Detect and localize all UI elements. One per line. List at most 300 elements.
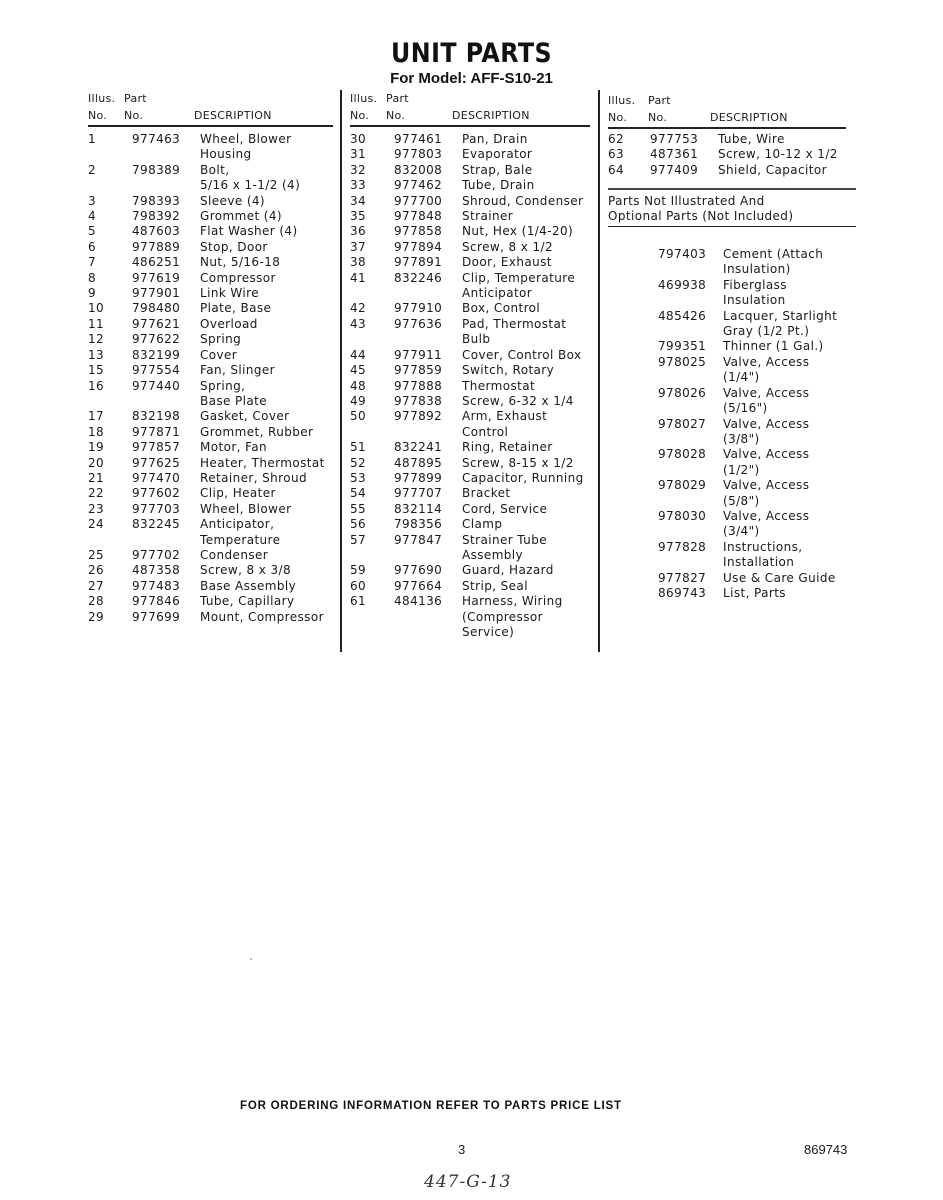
part-description: Screw, 8 x 1/2 bbox=[462, 239, 553, 254]
part-number: 977700 bbox=[394, 193, 443, 208]
part-description: List, Parts bbox=[723, 585, 786, 600]
part-number: 977846 bbox=[132, 594, 181, 609]
illus-number: 22 bbox=[88, 486, 105, 501]
illus-number: 63 bbox=[608, 147, 625, 162]
part-number: 977554 bbox=[132, 363, 181, 378]
parts-row bbox=[608, 447, 856, 478]
part-number: 832008 bbox=[394, 162, 443, 177]
part-number: 487895 bbox=[394, 455, 443, 470]
parts-row bbox=[608, 509, 856, 540]
illus-number: 15 bbox=[88, 363, 105, 378]
header-rule bbox=[88, 125, 333, 127]
parts-row bbox=[608, 355, 856, 386]
parts-column-2 bbox=[350, 92, 590, 640]
part-description: Plate, Base bbox=[200, 301, 272, 316]
illus-number: 55 bbox=[350, 501, 367, 516]
part-number: 832199 bbox=[132, 347, 181, 362]
part-description: Nut, 5/16-18 bbox=[200, 255, 281, 270]
illus-number: 16 bbox=[88, 378, 105, 393]
part-description: Motor, Fan bbox=[200, 440, 268, 455]
parts-row bbox=[88, 409, 343, 424]
ordering-note: FOR ORDERING INFORMATION REFER TO PARTS PRICE LIST bbox=[240, 1100, 622, 1112]
part-number: 978025 bbox=[658, 354, 707, 369]
illus-number: 27 bbox=[88, 578, 105, 593]
parts-row bbox=[88, 610, 343, 625]
part-number: 798389 bbox=[132, 162, 181, 177]
illus-number: 6 bbox=[88, 239, 97, 254]
illus-number: 43 bbox=[350, 316, 367, 331]
part-description: Cement (Attach Insulation) bbox=[723, 247, 824, 277]
parts-list bbox=[88, 132, 343, 625]
illus-number: 3 bbox=[88, 193, 97, 208]
part-number: 977702 bbox=[132, 547, 181, 562]
parts-row bbox=[88, 209, 343, 224]
parts-list bbox=[608, 132, 856, 178]
illus-number: 5 bbox=[88, 224, 97, 239]
part-description: Instructions, Installation bbox=[723, 539, 803, 570]
part-description: Fan, Slinger bbox=[200, 363, 276, 378]
part-description: Clamp bbox=[462, 517, 503, 532]
part-number: 977889 bbox=[132, 239, 181, 254]
part-number: 869743 bbox=[658, 585, 707, 600]
illus-number: 7 bbox=[88, 255, 97, 270]
illus-number: 21 bbox=[88, 470, 105, 485]
header-part: Part bbox=[124, 92, 147, 105]
illus-number: 4 bbox=[88, 209, 97, 224]
illus-number: 31 bbox=[350, 147, 367, 162]
header-part: Part bbox=[386, 92, 409, 105]
parts-list bbox=[350, 132, 590, 640]
illus-number bbox=[608, 447, 658, 478]
part-description: Mount, Compressor bbox=[200, 609, 324, 624]
header-illus-no: No. bbox=[350, 109, 370, 122]
parts-row bbox=[350, 209, 590, 224]
parts-row bbox=[88, 548, 343, 563]
part-description: Strainer Tube Assembly bbox=[462, 532, 547, 562]
parts-row bbox=[88, 486, 343, 501]
parts-row bbox=[350, 271, 590, 302]
parts-row bbox=[88, 440, 343, 455]
part-description: Fiberglass Insulation bbox=[723, 277, 787, 308]
parts-row bbox=[88, 579, 343, 594]
part-description: Clip, Temperature Anticipator bbox=[462, 270, 576, 301]
parts-row bbox=[88, 332, 343, 347]
part-description: Shroud, Condenser bbox=[462, 193, 584, 208]
part-description: Screw, 10-12 x 1/2 bbox=[718, 147, 838, 162]
illus-number bbox=[608, 386, 658, 417]
part-number: 977440 bbox=[132, 378, 181, 393]
part-description: Use & Care Guide bbox=[723, 570, 836, 585]
parts-row bbox=[350, 533, 590, 564]
parts-column-1 bbox=[88, 92, 343, 625]
parts-row bbox=[608, 132, 856, 147]
column-header bbox=[88, 92, 343, 128]
part-description: Grommet, Rubber bbox=[200, 424, 314, 439]
illus-number: 12 bbox=[88, 332, 105, 347]
parts-row bbox=[350, 301, 590, 316]
part-description: Gasket, Cover bbox=[200, 409, 290, 424]
part-description: Screw, 8 x 3/8 bbox=[200, 563, 291, 578]
illus-number: 53 bbox=[350, 470, 367, 485]
part-description: Nut, Hex (1/4-20) bbox=[462, 224, 574, 239]
header-illus-no: No. bbox=[88, 109, 108, 122]
illus-number: 49 bbox=[350, 393, 367, 408]
part-number: 977462 bbox=[394, 178, 443, 193]
parts-row bbox=[88, 471, 343, 486]
illus-number: 59 bbox=[350, 563, 367, 578]
part-description: Lacquer, Starlight Gray (1/2 Pt.) bbox=[723, 308, 838, 339]
part-number: 978029 bbox=[658, 478, 707, 493]
illus-number: 1 bbox=[88, 132, 97, 146]
parts-row bbox=[88, 348, 343, 363]
part-description: Strip, Seal bbox=[462, 578, 528, 593]
parts-row bbox=[608, 339, 856, 354]
part-description: Clip, Heater bbox=[200, 486, 276, 501]
part-number: 469938 bbox=[658, 277, 707, 292]
illus-number: 52 bbox=[350, 455, 367, 470]
header-illus: Illus. bbox=[88, 92, 116, 105]
header-part-no: No. bbox=[124, 109, 144, 122]
parts-row bbox=[350, 594, 590, 640]
parts-row bbox=[608, 540, 856, 571]
part-number: 978030 bbox=[658, 508, 707, 523]
part-number: 832241 bbox=[394, 440, 443, 455]
parts-row bbox=[350, 379, 590, 394]
illus-number bbox=[608, 540, 658, 571]
part-number: 977619 bbox=[132, 270, 181, 285]
illus-number: 34 bbox=[350, 193, 367, 208]
part-number: 977899 bbox=[394, 470, 443, 485]
parts-row bbox=[350, 563, 590, 578]
parts-row bbox=[350, 348, 590, 363]
document-number: 869743 bbox=[804, 1142, 848, 1157]
part-number: 486251 bbox=[132, 255, 181, 270]
part-description: Cord, Service bbox=[462, 501, 548, 516]
header-part-no: No. bbox=[386, 109, 406, 122]
column-divider bbox=[598, 90, 600, 652]
header-illus: Illus. bbox=[608, 94, 636, 107]
illus-number bbox=[608, 247, 658, 278]
parts-row bbox=[88, 224, 343, 239]
illus-number: 45 bbox=[350, 363, 367, 378]
illus-number: 60 bbox=[350, 578, 367, 593]
header-part-no: No. bbox=[648, 111, 668, 124]
part-number: 977483 bbox=[132, 578, 181, 593]
part-number: 977847 bbox=[394, 532, 443, 547]
part-number: 798393 bbox=[132, 193, 181, 208]
section-rule bbox=[608, 226, 856, 228]
parts-row bbox=[88, 517, 343, 548]
illus-number: 62 bbox=[608, 132, 625, 146]
part-number: 977859 bbox=[394, 363, 443, 378]
illus-number: 54 bbox=[350, 486, 367, 501]
illus-number bbox=[608, 586, 658, 601]
illus-number bbox=[608, 309, 658, 340]
part-number: 977803 bbox=[394, 147, 443, 162]
part-number: 977827 bbox=[658, 570, 707, 585]
parts-row bbox=[350, 132, 590, 147]
illus-number: 20 bbox=[88, 455, 105, 470]
part-number: 977409 bbox=[650, 162, 699, 177]
part-number: 977858 bbox=[394, 224, 443, 239]
part-number: 977894 bbox=[394, 239, 443, 254]
illus-number bbox=[608, 339, 658, 354]
part-number: 832245 bbox=[132, 517, 181, 532]
part-description: Tube, Capillary bbox=[200, 594, 295, 609]
parts-row bbox=[350, 240, 590, 255]
illus-number: 28 bbox=[88, 594, 105, 609]
part-description: Strainer bbox=[462, 209, 514, 224]
illus-number: 25 bbox=[88, 547, 105, 562]
part-number: 832198 bbox=[132, 409, 181, 424]
parts-row bbox=[88, 363, 343, 378]
part-number: 977871 bbox=[132, 424, 181, 439]
part-number: 977911 bbox=[394, 347, 443, 362]
parts-row bbox=[608, 147, 856, 162]
part-number: 977910 bbox=[394, 301, 443, 316]
part-number: 977891 bbox=[394, 255, 443, 270]
part-description: Valve, Access (5/8") bbox=[723, 478, 810, 508]
page-number: 3 bbox=[458, 1142, 466, 1157]
header-rule bbox=[608, 127, 846, 129]
part-number: 977753 bbox=[650, 132, 699, 146]
part-description: Guard, Hazard bbox=[462, 563, 554, 578]
part-number: 487358 bbox=[132, 563, 181, 578]
section-rule bbox=[608, 188, 856, 190]
illus-number: 57 bbox=[350, 532, 367, 547]
illus-number bbox=[608, 571, 658, 586]
header-illus-no: No. bbox=[608, 111, 628, 124]
parts-row bbox=[608, 417, 856, 448]
part-number: 487361 bbox=[650, 147, 699, 162]
illus-number bbox=[608, 417, 658, 448]
part-number: 977664 bbox=[394, 578, 443, 593]
part-description: Valve, Access (3/8") bbox=[723, 416, 810, 446]
parts-row bbox=[608, 571, 856, 586]
not-illustrated-title: Parts Not Illustrated And Optional Parts (Not Included) bbox=[608, 193, 794, 224]
illus-number: 48 bbox=[350, 378, 367, 393]
part-description: Heater, Thermostat bbox=[200, 455, 325, 470]
part-description: Shield, Capacitor bbox=[718, 162, 827, 177]
part-number: 977463 bbox=[132, 132, 181, 146]
column-header bbox=[350, 92, 590, 128]
parts-row bbox=[350, 178, 590, 193]
illus-number: 32 bbox=[350, 162, 367, 177]
part-number: 487603 bbox=[132, 224, 181, 239]
part-number: 799351 bbox=[658, 339, 707, 354]
part-description: Harness, Wiring (Compressor Service) bbox=[462, 594, 563, 639]
part-description: Evaporator bbox=[462, 147, 533, 162]
parts-row bbox=[88, 456, 343, 471]
illus-number: 24 bbox=[88, 517, 105, 532]
part-number: 977636 bbox=[394, 316, 443, 331]
parts-row bbox=[88, 379, 343, 410]
parts-row bbox=[350, 394, 590, 409]
part-description: Grommet (4) bbox=[200, 209, 282, 224]
part-number: 977602 bbox=[132, 486, 181, 501]
parts-row bbox=[88, 594, 343, 609]
part-number: 977622 bbox=[132, 332, 181, 347]
illus-number: 36 bbox=[350, 224, 367, 239]
part-description: Valve, Access (3/4") bbox=[723, 508, 810, 539]
part-description: Thinner (1 Gal.) bbox=[723, 339, 824, 354]
part-description: Stop, Door bbox=[200, 239, 268, 254]
parts-row bbox=[350, 147, 590, 162]
header-part: Part bbox=[648, 94, 671, 107]
part-description: Retainer, Shroud bbox=[200, 470, 307, 485]
parts-row bbox=[88, 132, 343, 163]
part-description: Arm, Exhaust Control bbox=[462, 409, 548, 439]
part-description: Anticipator, Temperature bbox=[200, 517, 281, 547]
part-description: Valve, Access (1/2") bbox=[723, 447, 810, 477]
illus-number: 26 bbox=[88, 563, 105, 578]
parts-row bbox=[608, 586, 856, 601]
part-number: 977699 bbox=[132, 609, 181, 624]
part-description: Strap, Bale bbox=[462, 162, 533, 177]
part-number: 977690 bbox=[394, 563, 443, 578]
part-description: Thermostat bbox=[462, 378, 536, 393]
parts-row bbox=[88, 194, 343, 209]
illus-number: 38 bbox=[350, 255, 367, 270]
parts-row bbox=[608, 478, 856, 509]
handwritten-note: 447-G-13 bbox=[424, 1172, 512, 1192]
part-number: 798356 bbox=[394, 517, 443, 532]
column-header bbox=[608, 94, 856, 130]
part-description: Tube, Wire bbox=[718, 132, 785, 146]
illus-number: 41 bbox=[350, 270, 367, 285]
part-description: Condenser bbox=[200, 547, 269, 562]
illus-number: 8 bbox=[88, 270, 97, 285]
parts-row bbox=[350, 255, 590, 270]
part-description: Spring, Base Plate bbox=[200, 378, 268, 408]
part-number: 978028 bbox=[658, 447, 707, 462]
parts-row bbox=[350, 517, 590, 532]
illus-number: 56 bbox=[350, 517, 367, 532]
parts-row bbox=[350, 471, 590, 486]
illus-number: 11 bbox=[88, 316, 105, 331]
part-description: Screw, 8-15 x 1/2 bbox=[462, 455, 574, 470]
parts-row bbox=[88, 271, 343, 286]
illus-number: 61 bbox=[350, 594, 367, 609]
illus-number: 10 bbox=[88, 301, 105, 316]
part-number: 977703 bbox=[132, 501, 181, 516]
part-description: Box, Control bbox=[462, 301, 541, 316]
parts-row bbox=[350, 317, 590, 348]
part-number: 798392 bbox=[132, 209, 181, 224]
illus-number: 19 bbox=[88, 440, 105, 455]
parts-column-3 bbox=[608, 92, 856, 601]
part-description: Flat Washer (4) bbox=[200, 224, 298, 239]
parts-row bbox=[608, 309, 856, 340]
part-number: 797403 bbox=[658, 247, 707, 262]
part-number: 977838 bbox=[394, 393, 443, 408]
part-description: Cover, Control Box bbox=[462, 347, 582, 362]
part-number: 977625 bbox=[132, 455, 181, 470]
parts-row bbox=[608, 386, 856, 417]
header-description: DESCRIPTION bbox=[710, 111, 788, 124]
header-illus: Illus. bbox=[350, 92, 378, 105]
parts-row bbox=[88, 563, 343, 578]
part-description: Sleeve (4) bbox=[200, 193, 266, 208]
illus-number: 9 bbox=[88, 286, 97, 301]
not-illustrated-list bbox=[608, 247, 856, 601]
header-description: DESCRIPTION bbox=[452, 109, 530, 122]
illus-number: 37 bbox=[350, 239, 367, 254]
part-number: 977848 bbox=[394, 209, 443, 224]
illus-number bbox=[608, 278, 658, 309]
parts-row bbox=[88, 301, 343, 316]
part-number: 977707 bbox=[394, 486, 443, 501]
part-number: 977857 bbox=[132, 440, 181, 455]
part-description: Capacitor, Running bbox=[462, 470, 584, 485]
parts-row bbox=[350, 163, 590, 178]
parts-row bbox=[88, 286, 343, 301]
parts-row bbox=[350, 363, 590, 378]
parts-row bbox=[350, 502, 590, 517]
parts-row bbox=[350, 440, 590, 455]
part-number: 484136 bbox=[394, 594, 443, 609]
part-description: Wheel, Blower bbox=[200, 501, 292, 516]
header-rule bbox=[350, 125, 590, 127]
part-description: Tube, Drain bbox=[462, 178, 535, 193]
illus-number: 50 bbox=[350, 409, 367, 424]
illus-number: 51 bbox=[350, 440, 367, 455]
part-number: 977888 bbox=[394, 378, 443, 393]
part-number: 977892 bbox=[394, 409, 443, 424]
illus-number bbox=[608, 509, 658, 540]
part-number: 798480 bbox=[132, 301, 181, 316]
part-description: Pan, Drain bbox=[462, 132, 528, 146]
illus-number: 30 bbox=[350, 132, 367, 146]
part-number: 977621 bbox=[132, 316, 181, 331]
parts-row bbox=[88, 163, 343, 194]
parts-row bbox=[350, 409, 590, 440]
page-title: UNIT PARTS bbox=[391, 38, 553, 69]
parts-row bbox=[350, 486, 590, 501]
illus-number: 17 bbox=[88, 409, 105, 424]
part-number: 977470 bbox=[132, 470, 181, 485]
model-subtitle: For Model: AFF-S10-21 bbox=[390, 70, 553, 87]
illus-number: 18 bbox=[88, 424, 105, 439]
part-description: Pad, Thermostat Bulb bbox=[462, 316, 567, 347]
illus-number: 33 bbox=[350, 178, 367, 193]
parts-row bbox=[88, 502, 343, 517]
part-number: 485426 bbox=[658, 308, 707, 323]
part-number: 832114 bbox=[394, 501, 443, 516]
header-description: DESCRIPTION bbox=[194, 109, 272, 122]
illus-number: 44 bbox=[350, 347, 367, 362]
part-description: Link Wire bbox=[200, 286, 259, 301]
part-number: 977828 bbox=[658, 539, 707, 554]
parts-row bbox=[608, 278, 856, 309]
part-number: 978026 bbox=[658, 385, 707, 400]
parts-row bbox=[608, 247, 856, 278]
part-description: Valve, Access (1/4") bbox=[723, 354, 810, 385]
parts-row bbox=[88, 317, 343, 332]
part-description: Switch, Rotary bbox=[462, 363, 555, 378]
parts-row bbox=[88, 425, 343, 440]
part-description: Bolt, 5/16 x 1-1/2 (4) bbox=[200, 162, 301, 193]
part-description: Spring bbox=[200, 332, 242, 347]
parts-row bbox=[608, 163, 856, 178]
scan-speck bbox=[250, 958, 252, 960]
part-number: 977901 bbox=[132, 286, 181, 301]
parts-row bbox=[88, 255, 343, 270]
illus-number bbox=[608, 355, 658, 386]
parts-row bbox=[88, 240, 343, 255]
parts-row bbox=[350, 194, 590, 209]
illus-number: 2 bbox=[88, 162, 97, 177]
